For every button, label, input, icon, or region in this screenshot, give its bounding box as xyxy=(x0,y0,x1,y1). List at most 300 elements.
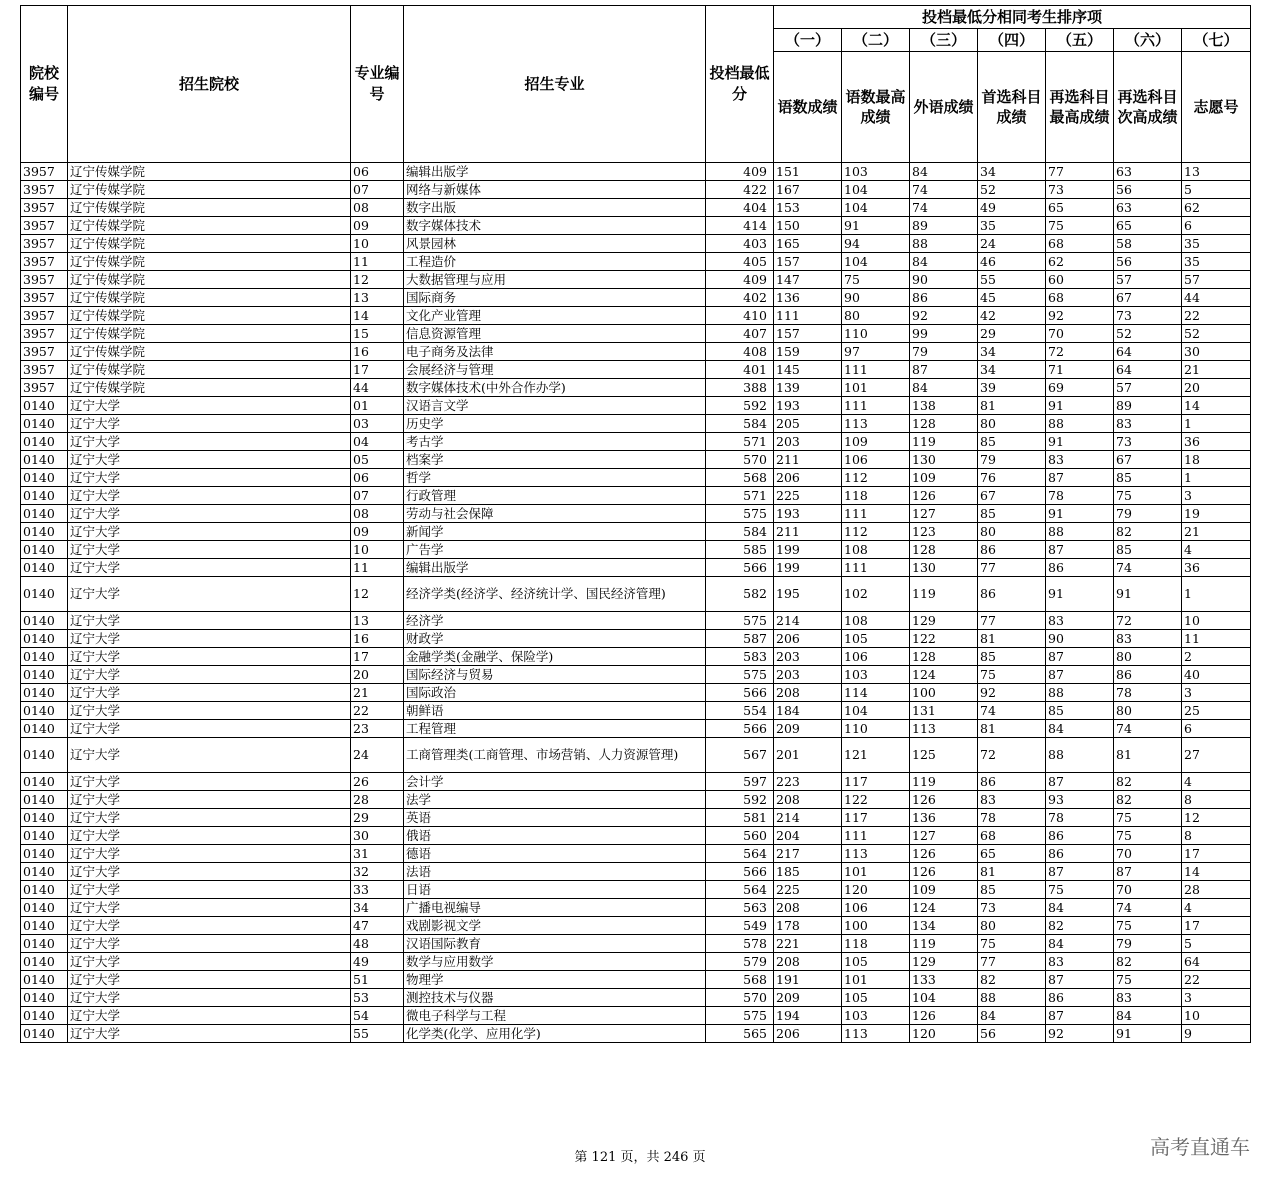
cell-min-score: 568 xyxy=(706,469,774,487)
cell-school-name: 辽宁大学 xyxy=(68,953,351,971)
cell-major-code: 44 xyxy=(351,379,404,397)
cell-item7: 11 xyxy=(1182,630,1251,648)
cell-item4: 81 xyxy=(978,630,1046,648)
cell-item2: 91 xyxy=(842,217,910,235)
header-item-label: 再选科目最高成绩 xyxy=(1046,52,1114,163)
cell-min-score: 567 xyxy=(706,738,774,773)
page-footer: 第 121 页，共 246 页 xyxy=(574,1150,706,1165)
cell-item6: 74 xyxy=(1114,899,1182,917)
cell-item7: 25 xyxy=(1182,702,1251,720)
cell-item5: 65 xyxy=(1046,199,1114,217)
cell-school-name: 辽宁大学 xyxy=(68,720,351,738)
cell-major-code: 47 xyxy=(351,917,404,935)
cell-school-code: 0140 xyxy=(21,577,68,612)
cell-item2: 103 xyxy=(842,163,910,181)
cell-item7: 3 xyxy=(1182,684,1251,702)
header-item-label: 首选科目成绩 xyxy=(978,52,1046,163)
cell-major-code: 03 xyxy=(351,415,404,433)
cell-item4: 67 xyxy=(978,487,1046,505)
table-row xyxy=(21,809,1251,827)
cell-item2: 113 xyxy=(842,845,910,863)
cell-item3: 138 xyxy=(910,397,978,415)
cell-item7: 57 xyxy=(1182,271,1251,289)
cell-school-code: 0140 xyxy=(21,917,68,935)
header-school-name: 招生院校 xyxy=(68,6,351,163)
cell-item3: 128 xyxy=(910,415,978,433)
cell-item5: 83 xyxy=(1046,953,1114,971)
cell-item3: 119 xyxy=(910,577,978,612)
cell-major-name: 朝鲜语 xyxy=(404,702,706,720)
cell-item1: 211 xyxy=(774,523,842,541)
cell-item6: 56 xyxy=(1114,253,1182,271)
cell-item4: 78 xyxy=(978,809,1046,827)
cell-item1: 209 xyxy=(774,989,842,1007)
cell-school-name: 辽宁大学 xyxy=(68,577,351,612)
cell-item3: 126 xyxy=(910,845,978,863)
cell-major-name: 国际政治 xyxy=(404,684,706,702)
cell-school-code: 0140 xyxy=(21,523,68,541)
cell-school-name: 辽宁传媒学院 xyxy=(68,379,351,397)
cell-item5: 78 xyxy=(1046,809,1114,827)
cell-item4: 55 xyxy=(978,271,1046,289)
cell-item7: 22 xyxy=(1182,971,1251,989)
cell-item6: 82 xyxy=(1114,791,1182,809)
cell-major-code: 06 xyxy=(351,469,404,487)
cell-item5: 87 xyxy=(1046,469,1114,487)
cell-item3: 126 xyxy=(910,1007,978,1025)
cell-major-name: 测控技术与仪器 xyxy=(404,989,706,1007)
cell-item3: 136 xyxy=(910,809,978,827)
cell-item7: 2 xyxy=(1182,648,1251,666)
cell-item6: 83 xyxy=(1114,630,1182,648)
cell-min-score: 571 xyxy=(706,487,774,505)
cell-school-code: 0140 xyxy=(21,684,68,702)
cell-item4: 86 xyxy=(978,541,1046,559)
cell-min-score: 584 xyxy=(706,523,774,541)
cell-item4: 85 xyxy=(978,648,1046,666)
table-row xyxy=(21,899,1251,917)
cell-item7: 5 xyxy=(1182,181,1251,199)
cell-min-score: 581 xyxy=(706,809,774,827)
cell-item1: 139 xyxy=(774,379,842,397)
cell-item6: 87 xyxy=(1114,863,1182,881)
cell-major-name: 哲学 xyxy=(404,469,706,487)
cell-school-code: 0140 xyxy=(21,612,68,630)
cell-min-score: 575 xyxy=(706,505,774,523)
cell-item3: 104 xyxy=(910,989,978,1007)
header-item-label: 志愿号 xyxy=(1182,52,1251,163)
cell-school-name: 辽宁传媒学院 xyxy=(68,181,351,199)
cell-item4: 76 xyxy=(978,469,1046,487)
cell-school-name: 辽宁大学 xyxy=(68,917,351,935)
cell-school-name: 辽宁大学 xyxy=(68,881,351,899)
cell-major-code: 11 xyxy=(351,253,404,271)
cell-school-code: 3957 xyxy=(21,199,68,217)
header-school-code: 院校编号 xyxy=(21,6,68,163)
table-row xyxy=(21,541,1251,559)
cell-major-code: 14 xyxy=(351,307,404,325)
cell-school-code: 3957 xyxy=(21,217,68,235)
cell-item3: 120 xyxy=(910,1025,978,1043)
cell-major-code: 31 xyxy=(351,845,404,863)
cell-item3: 89 xyxy=(910,217,978,235)
table-row xyxy=(21,702,1251,720)
cell-item6: 73 xyxy=(1114,307,1182,325)
cell-school-name: 辽宁传媒学院 xyxy=(68,199,351,217)
table-row xyxy=(21,1007,1251,1025)
cell-item6: 91 xyxy=(1114,1025,1182,1043)
cell-item2: 94 xyxy=(842,235,910,253)
cell-major-name: 档案学 xyxy=(404,451,706,469)
cell-item7: 36 xyxy=(1182,433,1251,451)
cell-item3: 126 xyxy=(910,487,978,505)
cell-item6: 74 xyxy=(1114,720,1182,738)
cell-item5: 83 xyxy=(1046,451,1114,469)
cell-item3: 129 xyxy=(910,953,978,971)
cell-item3: 90 xyxy=(910,271,978,289)
cell-item5: 84 xyxy=(1046,935,1114,953)
cell-min-score: 404 xyxy=(706,199,774,217)
cell-min-score: 575 xyxy=(706,612,774,630)
cell-item3: 133 xyxy=(910,971,978,989)
cell-item3: 87 xyxy=(910,361,978,379)
cell-item5: 91 xyxy=(1046,505,1114,523)
cell-item5: 91 xyxy=(1046,577,1114,612)
table-body xyxy=(21,163,1251,1043)
cell-major-code: 01 xyxy=(351,397,404,415)
cell-item4: 77 xyxy=(978,559,1046,577)
cell-item7: 4 xyxy=(1182,899,1251,917)
cell-item5: 78 xyxy=(1046,487,1114,505)
cell-item1: 208 xyxy=(774,899,842,917)
cell-school-code: 0140 xyxy=(21,845,68,863)
cell-item1: 136 xyxy=(774,289,842,307)
cell-item6: 73 xyxy=(1114,433,1182,451)
cell-major-name: 国际经济与贸易 xyxy=(404,666,706,684)
cell-major-name: 经济学 xyxy=(404,612,706,630)
cell-major-code: 07 xyxy=(351,487,404,505)
cell-item1: 147 xyxy=(774,271,842,289)
cell-item5: 75 xyxy=(1046,217,1114,235)
cell-item4: 65 xyxy=(978,845,1046,863)
cell-major-name: 物理学 xyxy=(404,971,706,989)
header-item-number: （四） xyxy=(978,29,1046,52)
cell-school-name: 辽宁传媒学院 xyxy=(68,307,351,325)
cell-item1: 199 xyxy=(774,559,842,577)
cell-school-name: 辽宁传媒学院 xyxy=(68,325,351,343)
cell-item1: 111 xyxy=(774,307,842,325)
cell-min-score: 554 xyxy=(706,702,774,720)
cell-major-code: 11 xyxy=(351,559,404,577)
table-row xyxy=(21,630,1251,648)
cell-item5: 68 xyxy=(1046,289,1114,307)
table-row xyxy=(21,666,1251,684)
cell-major-code: 10 xyxy=(351,541,404,559)
cell-item5: 87 xyxy=(1046,648,1114,666)
cell-item7: 17 xyxy=(1182,917,1251,935)
cell-school-code: 3957 xyxy=(21,307,68,325)
cell-item5: 88 xyxy=(1046,415,1114,433)
cell-item1: 221 xyxy=(774,935,842,953)
cell-item6: 57 xyxy=(1114,379,1182,397)
cell-major-code: 23 xyxy=(351,720,404,738)
cell-major-name: 编辑出版学 xyxy=(404,163,706,181)
cell-item2: 106 xyxy=(842,451,910,469)
cell-school-code: 0140 xyxy=(21,738,68,773)
cell-item1: 208 xyxy=(774,684,842,702)
cell-major-code: 48 xyxy=(351,935,404,953)
cell-item5: 72 xyxy=(1046,343,1114,361)
cell-major-name: 俄语 xyxy=(404,827,706,845)
cell-item4: 56 xyxy=(978,1025,1046,1043)
cell-major-code: 28 xyxy=(351,791,404,809)
cell-min-score: 568 xyxy=(706,971,774,989)
cell-item7: 10 xyxy=(1182,612,1251,630)
cell-item4: 29 xyxy=(978,325,1046,343)
cell-min-score: 405 xyxy=(706,253,774,271)
cell-item6: 78 xyxy=(1114,684,1182,702)
cell-item5: 91 xyxy=(1046,397,1114,415)
header-min-score: 投档最低分 xyxy=(706,6,774,163)
cell-major-code: 13 xyxy=(351,289,404,307)
cell-item6: 67 xyxy=(1114,289,1182,307)
cell-school-code: 0140 xyxy=(21,971,68,989)
table-row xyxy=(21,738,1251,773)
cell-item7: 10 xyxy=(1182,1007,1251,1025)
cell-item6: 91 xyxy=(1114,577,1182,612)
cell-item2: 103 xyxy=(842,1007,910,1025)
cell-school-code: 0140 xyxy=(21,415,68,433)
cell-item5: 83 xyxy=(1046,612,1114,630)
cell-min-score: 402 xyxy=(706,289,774,307)
cell-major-name: 经济学类(经济学、经济统计学、国民经济管理) xyxy=(404,577,706,612)
cell-item7: 21 xyxy=(1182,361,1251,379)
cell-item5: 69 xyxy=(1046,379,1114,397)
cell-major-code: 26 xyxy=(351,773,404,791)
cell-item1: 167 xyxy=(774,181,842,199)
table-row xyxy=(21,163,1251,181)
cell-item7: 44 xyxy=(1182,289,1251,307)
cell-item2: 111 xyxy=(842,505,910,523)
cell-school-name: 辽宁大学 xyxy=(68,1025,351,1043)
cell-item6: 80 xyxy=(1114,648,1182,666)
cell-item5: 86 xyxy=(1046,559,1114,577)
cell-item1: 217 xyxy=(774,845,842,863)
cell-school-code: 3957 xyxy=(21,271,68,289)
cell-major-code: 34 xyxy=(351,899,404,917)
cell-item3: 128 xyxy=(910,648,978,666)
cell-major-code: 54 xyxy=(351,1007,404,1025)
cell-item1: 193 xyxy=(774,397,842,415)
cell-item1: 206 xyxy=(774,469,842,487)
cell-major-name: 工商管理类(工商管理、市场营销、人力资源管理) xyxy=(404,738,706,773)
cell-major-name: 新闻学 xyxy=(404,523,706,541)
cell-major-code: 29 xyxy=(351,809,404,827)
cell-item4: 46 xyxy=(978,253,1046,271)
cell-item3: 127 xyxy=(910,505,978,523)
header-item-number: （五） xyxy=(1046,29,1114,52)
cell-item5: 60 xyxy=(1046,271,1114,289)
table-row xyxy=(21,612,1251,630)
cell-item2: 118 xyxy=(842,935,910,953)
cell-min-score: 566 xyxy=(706,684,774,702)
cell-item6: 57 xyxy=(1114,271,1182,289)
cell-item3: 127 xyxy=(910,827,978,845)
cell-item7: 4 xyxy=(1182,541,1251,559)
table-row xyxy=(21,235,1251,253)
cell-school-code: 0140 xyxy=(21,451,68,469)
cell-item1: 150 xyxy=(774,217,842,235)
cell-major-name: 电子商务及法律 xyxy=(404,343,706,361)
cell-item4: 45 xyxy=(978,289,1046,307)
table-row xyxy=(21,559,1251,577)
cell-item7: 8 xyxy=(1182,827,1251,845)
cell-item6: 52 xyxy=(1114,325,1182,343)
cell-major-name: 工程管理 xyxy=(404,720,706,738)
cell-major-name: 风景园林 xyxy=(404,235,706,253)
cell-school-name: 辽宁传媒学院 xyxy=(68,217,351,235)
cell-min-score: 592 xyxy=(706,397,774,415)
cell-school-code: 3957 xyxy=(21,325,68,343)
table-row xyxy=(21,577,1251,612)
cell-item7: 1 xyxy=(1182,469,1251,487)
cell-item5: 87 xyxy=(1046,773,1114,791)
cell-major-name: 微电子科学与工程 xyxy=(404,1007,706,1025)
cell-item4: 24 xyxy=(978,235,1046,253)
cell-item5: 86 xyxy=(1046,845,1114,863)
cell-major-code: 22 xyxy=(351,702,404,720)
cell-major-code: 13 xyxy=(351,612,404,630)
cell-item2: 104 xyxy=(842,702,910,720)
cell-item7: 3 xyxy=(1182,487,1251,505)
cell-min-score: 560 xyxy=(706,827,774,845)
cell-item1: 206 xyxy=(774,630,842,648)
cell-item4: 73 xyxy=(978,899,1046,917)
cell-item5: 77 xyxy=(1046,163,1114,181)
cell-item3: 92 xyxy=(910,307,978,325)
cell-item2: 111 xyxy=(842,397,910,415)
cell-item6: 56 xyxy=(1114,181,1182,199)
cell-school-code: 0140 xyxy=(21,469,68,487)
cell-school-code: 0140 xyxy=(21,773,68,791)
cell-item4: 79 xyxy=(978,451,1046,469)
cell-min-score: 422 xyxy=(706,181,774,199)
table-row xyxy=(21,648,1251,666)
cell-item6: 83 xyxy=(1114,415,1182,433)
cell-item5: 93 xyxy=(1046,791,1114,809)
cell-item2: 113 xyxy=(842,415,910,433)
cell-item1: 214 xyxy=(774,612,842,630)
header-item-label: 语数成绩 xyxy=(774,52,842,163)
cell-min-score: 575 xyxy=(706,1007,774,1025)
cell-item2: 104 xyxy=(842,253,910,271)
cell-item2: 104 xyxy=(842,181,910,199)
table-row xyxy=(21,451,1251,469)
cell-item7: 28 xyxy=(1182,881,1251,899)
cell-item4: 85 xyxy=(978,433,1046,451)
cell-item1: 191 xyxy=(774,971,842,989)
cell-item2: 117 xyxy=(842,809,910,827)
cell-item2: 108 xyxy=(842,541,910,559)
cell-major-name: 会计学 xyxy=(404,773,706,791)
cell-item6: 75 xyxy=(1114,827,1182,845)
cell-item1: 208 xyxy=(774,791,842,809)
cell-item6: 83 xyxy=(1114,989,1182,1007)
cell-item3: 129 xyxy=(910,612,978,630)
cell-school-code: 3957 xyxy=(21,181,68,199)
cell-item3: 130 xyxy=(910,559,978,577)
cell-item6: 70 xyxy=(1114,845,1182,863)
cell-item4: 81 xyxy=(978,720,1046,738)
cell-item2: 101 xyxy=(842,863,910,881)
table-row xyxy=(21,1025,1251,1043)
cell-item3: 74 xyxy=(910,181,978,199)
cell-item2: 104 xyxy=(842,199,910,217)
cell-item1: 223 xyxy=(774,773,842,791)
cell-item5: 90 xyxy=(1046,630,1114,648)
cell-major-name: 金融学类(金融学、保险学) xyxy=(404,648,706,666)
cell-item4: 86 xyxy=(978,577,1046,612)
cell-min-score: 388 xyxy=(706,379,774,397)
table-row xyxy=(21,271,1251,289)
cell-min-score: 597 xyxy=(706,773,774,791)
cell-item1: 203 xyxy=(774,433,842,451)
cell-min-score: 410 xyxy=(706,307,774,325)
cell-min-score: 587 xyxy=(706,630,774,648)
cell-min-score: 564 xyxy=(706,881,774,899)
cell-item4: 84 xyxy=(978,1007,1046,1025)
cell-school-code: 0140 xyxy=(21,953,68,971)
cell-item6: 75 xyxy=(1114,809,1182,827)
cell-item7: 40 xyxy=(1182,666,1251,684)
cell-item4: 80 xyxy=(978,523,1046,541)
cell-min-score: 407 xyxy=(706,325,774,343)
cell-item5: 92 xyxy=(1046,307,1114,325)
header-major-code: 专业编号 xyxy=(351,6,404,163)
cell-min-score: 566 xyxy=(706,559,774,577)
cell-school-name: 辽宁大学 xyxy=(68,899,351,917)
cell-school-code: 0140 xyxy=(21,720,68,738)
cell-major-name: 法学 xyxy=(404,791,706,809)
cell-min-score: 403 xyxy=(706,235,774,253)
cell-major-name: 数字媒体技术(中外合作办学) xyxy=(404,379,706,397)
table-row xyxy=(21,863,1251,881)
cell-major-code: 55 xyxy=(351,1025,404,1043)
cell-major-name: 财政学 xyxy=(404,630,706,648)
cell-item7: 12 xyxy=(1182,809,1251,827)
cell-school-code: 3957 xyxy=(21,163,68,181)
cell-min-score: 570 xyxy=(706,989,774,1007)
cell-major-name: 化学类(化学、应用化学) xyxy=(404,1025,706,1043)
cell-item1: 157 xyxy=(774,253,842,271)
cell-item7: 36 xyxy=(1182,559,1251,577)
cell-item2: 75 xyxy=(842,271,910,289)
cell-item2: 122 xyxy=(842,791,910,809)
cell-item7: 27 xyxy=(1182,738,1251,773)
cell-item6: 89 xyxy=(1114,397,1182,415)
cell-item1: 208 xyxy=(774,953,842,971)
cell-min-score: 579 xyxy=(706,953,774,971)
cell-item4: 34 xyxy=(978,343,1046,361)
cell-item4: 82 xyxy=(978,971,1046,989)
table-row xyxy=(21,773,1251,791)
cell-min-score: 583 xyxy=(706,648,774,666)
cell-item6: 79 xyxy=(1114,505,1182,523)
cell-item2: 111 xyxy=(842,559,910,577)
cell-item6: 82 xyxy=(1114,953,1182,971)
cell-item3: 119 xyxy=(910,935,978,953)
cell-major-name: 法语 xyxy=(404,863,706,881)
